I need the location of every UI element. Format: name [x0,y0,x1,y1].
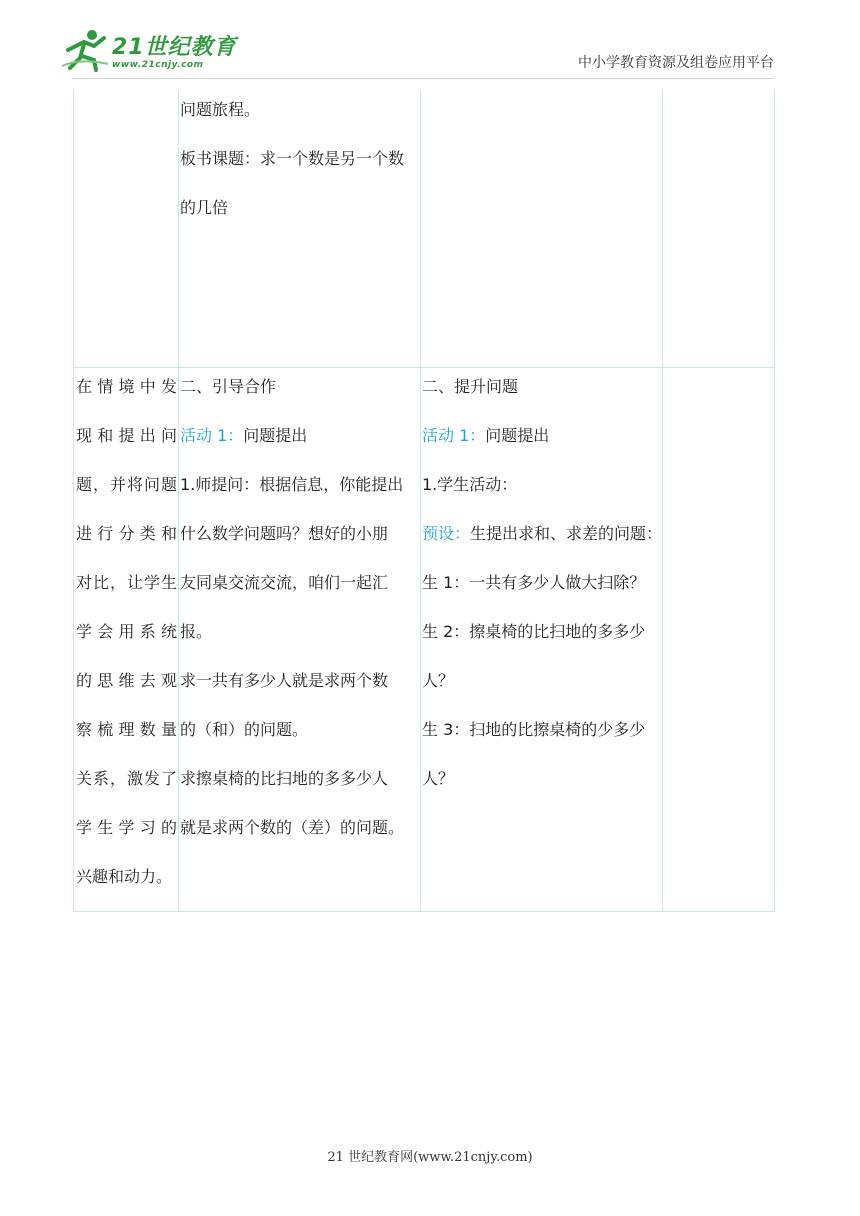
text-line: 学会用系统 [76,622,177,641]
header-divider [72,78,774,79]
activity-line [180,419,404,468]
text-line: 友同桌交流交流，咱们一起汇 [180,573,389,592]
site-logo[interactable] [60,28,240,78]
table-cell-goal [73,368,178,911]
page-header [0,0,860,90]
table-row [73,368,775,912]
logo-text: 21世纪教育 [112,35,237,60]
section-heading: 二、提升问题 [422,377,519,396]
text-line: 什么数学问题吗？想好的小朋 [180,524,389,543]
text-line: 报。 [180,622,213,641]
table-cell-goal [73,90,178,367]
text-line: 生 1：一共有多少人做大扫除？ [422,573,646,592]
preset-line [422,517,662,566]
text-line: 生 3：扫地的比擦桌椅的少多少 [422,720,646,739]
text-line: 对比，让学生 [76,573,177,592]
table-row [73,90,775,368]
text-line: 求擦桌椅的比扫地的多多少人 [180,769,389,788]
text-line: 1.师提问：根据信息，你能提出 [180,475,404,494]
text-line: 关系，激发了 [76,769,177,788]
text-line: 的（和）的问题。 [180,720,309,739]
text-line: 的几倍 [180,198,229,217]
table-cell-student [420,368,662,911]
preset-label: 预设： [422,524,471,543]
table-cell-teacher [178,368,420,911]
section-heading: 二、引导合作 [180,377,277,396]
runner-logo-icon [60,28,110,72]
text-line: 的思维去观 [76,671,177,690]
text-line: 现和提出问 [76,426,177,445]
preset-text: 生提出求和、求差的问题： [470,524,663,543]
lesson-table [73,90,775,912]
text-line: 1.学生活动： [422,475,518,494]
text-line: 在情境中发 [76,377,177,396]
text-line: 题，并将问题 [76,475,177,494]
text-line: 求一共有多少人就是求两个数 [180,671,389,690]
text-line: 生 2：擦桌椅的比扫地的多多少 [422,622,646,641]
logo-url: www.21cnjy.com [112,60,204,70]
text-line: 学生学习的 [76,818,177,837]
table-cell-notes [662,90,775,367]
table-cell-student [420,90,662,367]
page-footer: 21 世纪教育网(www.21cnjy.com) [327,1150,533,1165]
text-line: 人？ [422,671,455,690]
table-cell-notes [662,368,775,911]
activity-label: 活动 1： [180,426,244,445]
table-cell-teacher [178,90,420,367]
activity-line [422,419,662,468]
text-line: 进行分类和 [76,524,177,543]
text-line: 察梳理数量 [76,720,177,739]
platform-title: 中小学教育资源及组卷应用平台 [578,55,774,71]
text-line: 板书课题：求一个数是另一个数 [180,149,405,168]
activity-label: 活动 1： [422,426,486,445]
text-line: 问题旅程。 [180,100,261,119]
activity-title: 问题提出 [485,426,550,445]
text-line: 就是求两个数的（差）的问题。 [180,818,405,837]
text-line: 兴趣和动力。 [76,867,173,886]
text-line: 人？ [422,769,455,788]
activity-title: 问题提出 [243,426,308,445]
